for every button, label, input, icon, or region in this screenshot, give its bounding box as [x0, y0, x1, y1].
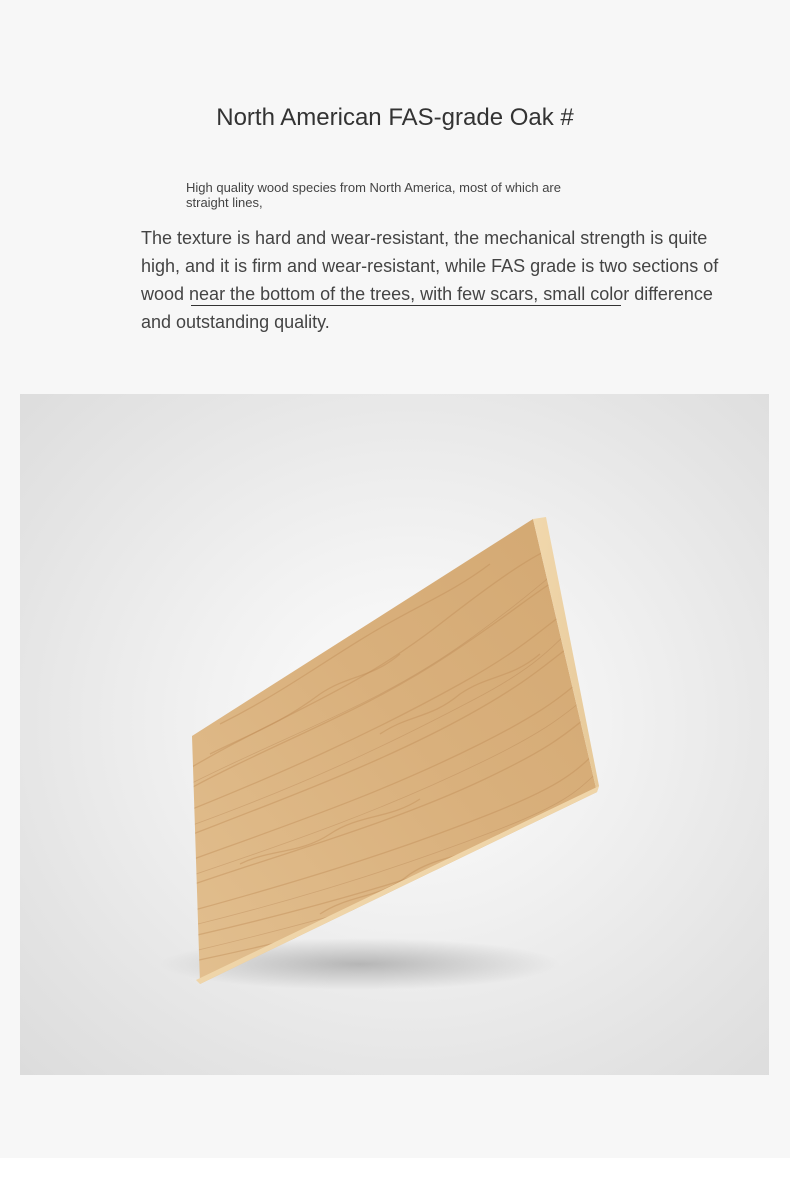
oak-board-illustration	[20, 394, 769, 1075]
oak-board-photo	[20, 394, 769, 1075]
section-description: The texture is hard and wear-resistant, the mechanical strength is quite high, and it is firm and wear-resistant, while FAS grade is two sections of wood near the bottom of the trees, with few scars, small color difference and outstanding quality.	[141, 228, 719, 332]
section-subtitle: High quality wood species from North America, most of which are straight lines,	[186, 180, 561, 210]
text-underline-rule	[191, 305, 621, 306]
section-title: North American FAS-grade Oak #	[216, 104, 574, 131]
